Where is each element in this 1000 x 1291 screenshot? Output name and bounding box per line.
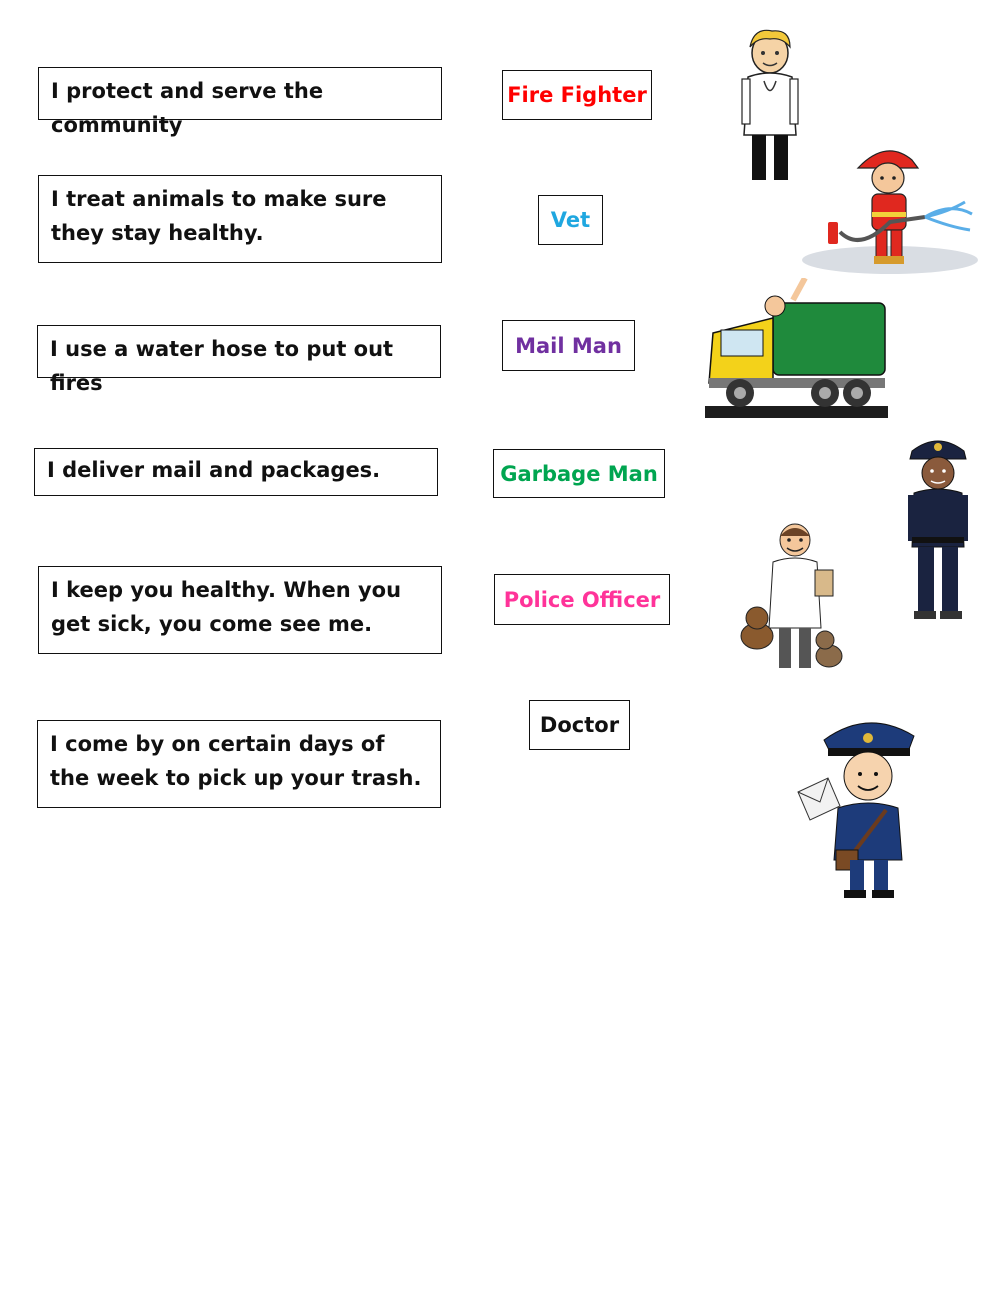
- firefighter-picture[interactable]: [800, 142, 980, 277]
- job-label-vet[interactable]: Vet: [538, 195, 603, 245]
- job-label-mail-man[interactable]: Mail Man: [502, 320, 635, 371]
- job-label-fire-fighter[interactable]: Fire Fighter: [502, 70, 652, 120]
- clue-card-2[interactable]: I treat animals to make sure they stay healthy.: [38, 175, 442, 263]
- job-label-police-officer[interactable]: Police Officer: [494, 574, 670, 625]
- mail-carrier-picture[interactable]: [790, 710, 920, 902]
- garbage-truck-picture[interactable]: [705, 278, 890, 420]
- clue-card-6[interactable]: I come by on certain days of the week to pick up your trash.: [37, 720, 441, 808]
- police-officer-picture[interactable]: [900, 435, 975, 625]
- job-label-garbage-man[interactable]: Garbage Man: [493, 449, 665, 498]
- clue-card-5[interactable]: I keep you healthy. When you get sick, you come see me.: [38, 566, 442, 654]
- job-label-doctor[interactable]: Doctor: [529, 700, 630, 750]
- doctor-picture[interactable]: [730, 25, 810, 185]
- clue-card-4[interactable]: I deliver mail and packages.: [34, 448, 438, 496]
- vet-picture[interactable]: [735, 518, 855, 678]
- clue-card-1[interactable]: I protect and serve the community: [38, 67, 442, 120]
- clue-card-3[interactable]: I use a water hose to put out fires: [37, 325, 441, 378]
